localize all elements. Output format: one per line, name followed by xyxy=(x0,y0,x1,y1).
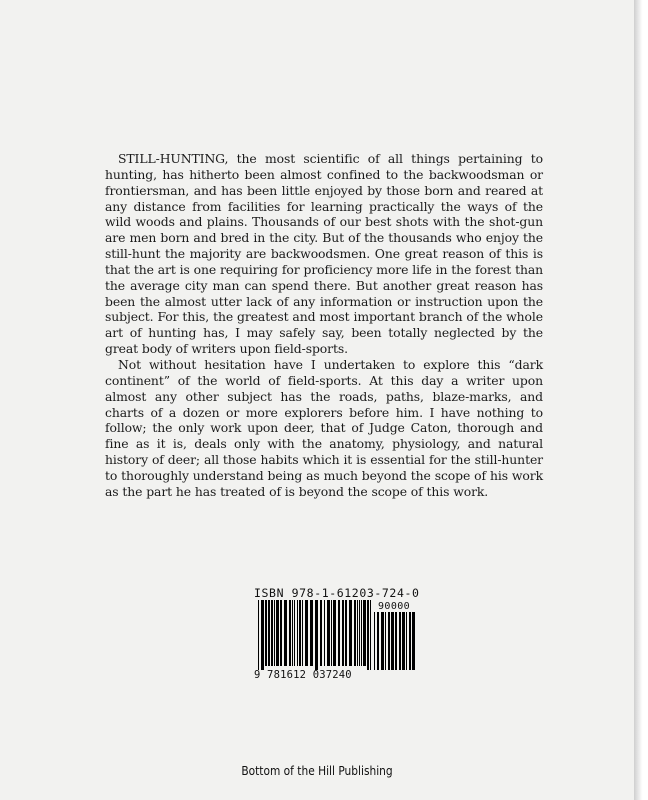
blurb-paragraph-2: Not without hesitation have I undertaken to explore this “dark continent” of the world of field-sports. At this day a writer upon almost any other subject has the roads, paths, blaze-marks, and charts of a dozen or more explorers before him. I have nothing to follow; the only work upon deer, that of Judge Caton, thorough and fine as it is, deals only with the anatomy, physiology, and natural history of deer; all those habits which it is essential for the still-hunter to thoroughly understand being as much beyond the scope of his work as the part he has treated of is beyond the scope of this work. xyxy=(105,356,543,499)
page-edge xyxy=(634,0,648,800)
blurb-text xyxy=(105,151,543,500)
ean-barcode-bars xyxy=(258,600,372,670)
isbn-label: ISBN 978-1-61203-724-0 xyxy=(254,586,420,600)
price-addon-digits: 90000 xyxy=(378,601,411,612)
blurb-paragraph-1: STILL-HUNTING, the most scientific of all things pertaining to hunting, has hitherto been almost confined to the backwoodsman or frontiersman, and has been little enjoyed by those born and reared at any distance from facilities for learning practically the ways of the wild woods and plains. Thousands of our best shots with the shot-gun are men born and bred in the city. But of the thousands who enjoy the still-hunt the majority are backwoodsmen. One great reason of this is that the art is one requiring for proficiency more life in the forest than the average city man can spend there. But another great reason has been the almost utter lack of any information or instruction upon the subject. For this, the greatest and most important branch of the whole art of hunting has, I may safely say, been totally neglected by the great body of writers upon field-sports. xyxy=(105,151,543,357)
publisher-name: Bottom of the Hill Publishing xyxy=(241,763,393,778)
barcode-number: 9 781612 037240 xyxy=(254,669,352,681)
addon-barcode-bars xyxy=(374,612,418,670)
